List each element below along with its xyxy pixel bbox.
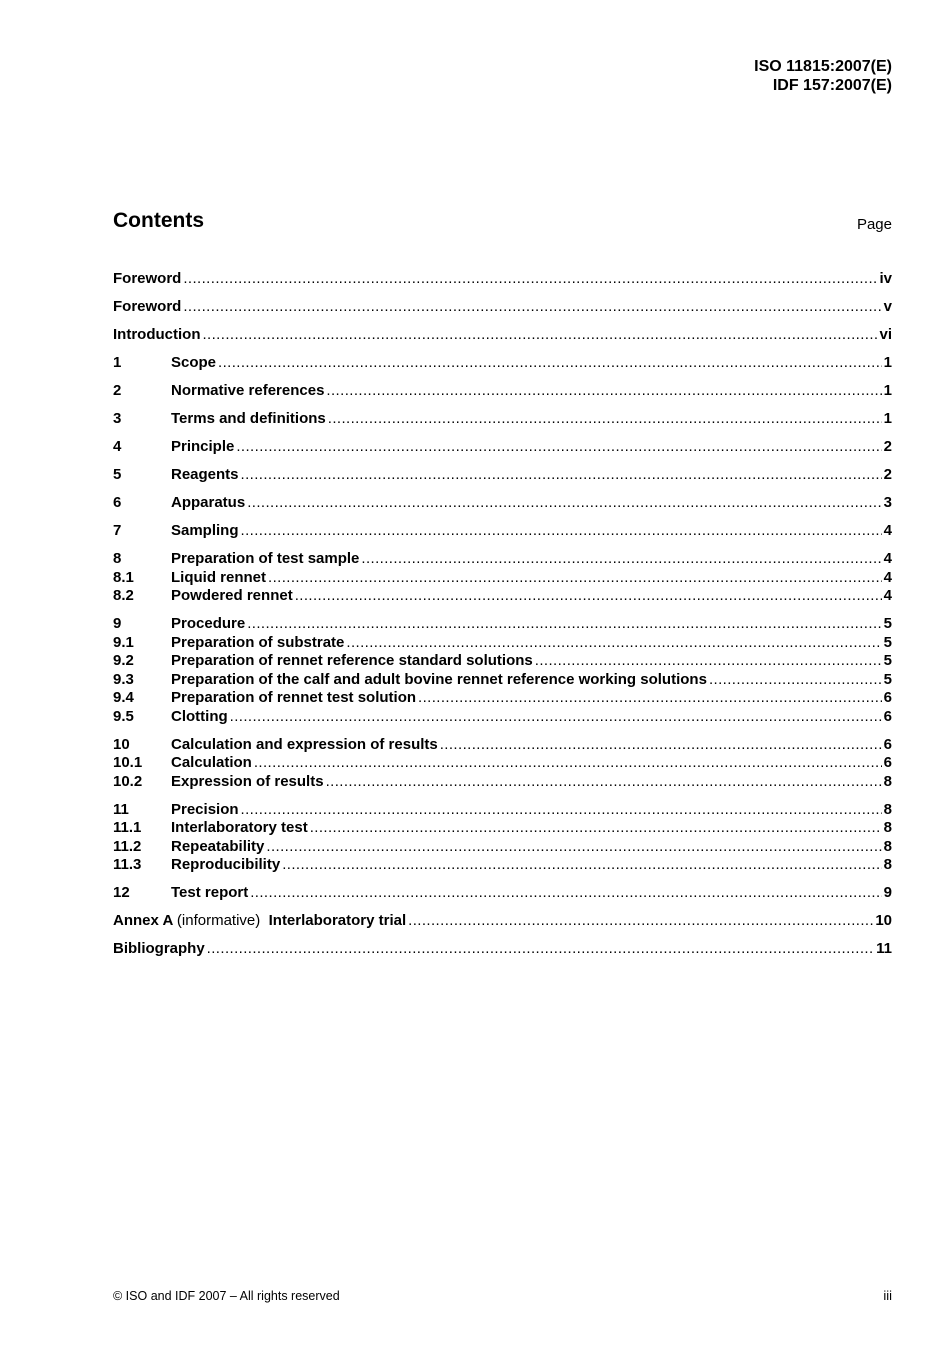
toc-entry[interactable]: 8 Preparation of test sample ..... 4 — [113, 550, 892, 569]
toc-entry[interactable]: 7 Sampling ..... 4 — [113, 522, 892, 541]
toc-entry[interactable]: 10.2 Expression of results ..... 8 — [113, 773, 892, 792]
toc-entry[interactable]: 9.2 Preparation of rennet reference standard solutions ..... 5 — [113, 652, 892, 671]
table-of-contents — [113, 270, 892, 959]
toc-entry-annex-a[interactable]: Annex A (informative) Interlaboratory trial ..... 10 — [113, 912, 892, 931]
toc-entry[interactable]: 11.3 Reproducibility ..... 8 — [113, 856, 892, 875]
idf-number: IDF 157:2007(E) — [772, 77, 892, 94]
toc-entry[interactable]: 11.1 Interlaboratory test ..... 8 — [113, 819, 892, 838]
toc-entry[interactable]: 8.1 Liquid rennet ..... 4 — [113, 569, 892, 588]
toc-entry-introduction[interactable]: Introduction ..... vi — [113, 326, 892, 345]
toc-entry[interactable]: 4 Principle ..... 2 — [113, 438, 892, 457]
toc-entry-bibliography[interactable]: Bibliography ..... 11 — [113, 940, 892, 959]
toc-entry[interactable]: 2 Normative references ..... 1 — [113, 382, 892, 401]
toc-entry[interactable]: 12 Test report ..... 9 — [113, 884, 892, 903]
annex-type: (informative) — [176, 912, 261, 929]
document-header — [754, 57, 892, 95]
standard-number: ISO 11815:2007(E) — [754, 58, 892, 75]
toc-entry[interactable]: 9.3 Preparation of the calf and adult bovine rennet reference working solutions ..... 5 — [113, 671, 892, 690]
toc-entry[interactable]: 9 Procedure ..... 5 — [113, 615, 892, 634]
toc-entry[interactable]: 9.4 Preparation of rennet test solution ..... 6 — [113, 689, 892, 708]
toc-entry[interactable]: 10.1 Calculation ..... 6 — [113, 754, 892, 773]
toc-entry[interactable]: 11.2 Repeatability ..... 8 — [113, 838, 892, 857]
toc-entry[interactable]: 9.1 Preparation of substrate ..... 5 — [113, 634, 892, 653]
toc-entry-foreword-iv[interactable]: Foreword ..... iv — [113, 270, 892, 289]
toc-entry-foreword-v[interactable]: Foreword ..... v — [113, 298, 892, 317]
toc-entry[interactable]: 3 Terms and definitions ..... 1 — [113, 410, 892, 429]
toc-entry[interactable]: 11 Precision ..... 8 — [113, 801, 892, 820]
copyright-notice: © ISO and IDF 2007 – All rights reserved — [113, 1289, 340, 1303]
toc-entry[interactable]: 1 Scope ..... 1 — [113, 354, 892, 373]
toc-entry[interactable]: 9.5 Clotting ..... 6 — [113, 708, 892, 727]
annex-title: Interlaboratory trial — [268, 912, 407, 929]
toc-entry[interactable]: 8.2 Powdered rennet ..... 4 — [113, 587, 892, 606]
contents-title: Contents — [113, 209, 204, 232]
toc-entry[interactable]: 10 Calculation and expression of results ..... 6 — [113, 736, 892, 755]
toc-entry[interactable]: 6 Apparatus ..... 3 — [113, 494, 892, 513]
page-number: iii — [883, 1288, 892, 1303]
toc-entry[interactable]: 5 Reagents ..... 2 — [113, 466, 892, 485]
annex-label: Annex A — [113, 912, 173, 929]
page-column-label: Page — [856, 216, 892, 233]
